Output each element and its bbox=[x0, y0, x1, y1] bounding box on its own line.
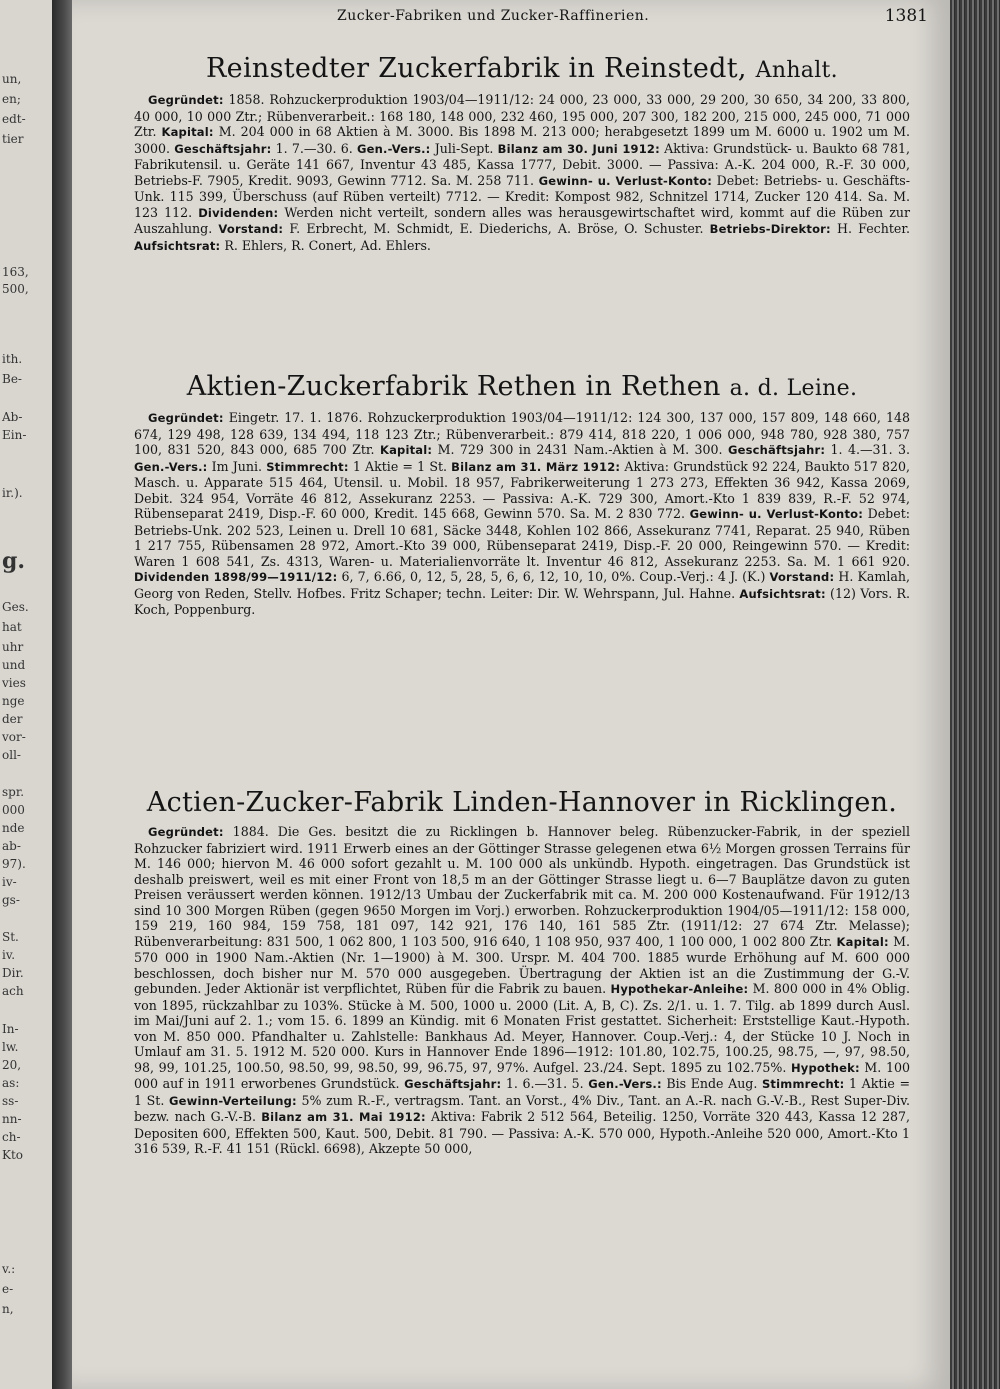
facing-page-text-fragment: ss- bbox=[2, 1094, 19, 1108]
field-label: Betriebs-Direktor: bbox=[709, 222, 831, 236]
field-text: (12) Vors. R. Koch, Poppenburg. bbox=[134, 585, 910, 617]
facing-page-text-fragment: edt- bbox=[2, 112, 26, 126]
field-text: 1858. Rohzuckerproduktion 1903/04—1911/12: 24 000, 23 000, 33 000, 29 200, 30 650, 34 200, 33 800, 40 000, 10 000 Ztr.; Rübenverarbeit.: 168 180, 148 000, 232 460, 195 000, 207 300, 182 200, 215 000, 245 000, 71 000 Ztr. bbox=[134, 92, 910, 139]
field-label: Gegründet: bbox=[148, 825, 224, 839]
facing-page-text-fragment: und bbox=[2, 658, 26, 672]
company-entry-rethen bbox=[134, 370, 910, 618]
company-entry-linden-hannover bbox=[134, 786, 910, 1157]
facing-page-text-fragment: nge bbox=[2, 694, 25, 708]
field-label: Gen.-Vers.: bbox=[357, 141, 431, 156]
field-label: Gegründet: bbox=[148, 411, 224, 425]
field-text: M. 800 000 in 4% Oblig. von 1895, rückzahlbar zu 103%. Stücke à M. 500, 1000 u. 2000 (Lit. A, B, C). Zs. 2/1. u. 1. 7. Tilg. ab 1899 durch Ausl. im Mai/Juni auf 2. 1.; vom 15. 6. 1899 an Kündig. mit 6 Monaten Frist gestattet. Sicherheit: Erststellige Kaut.-Hypoth. von M. 850 000. Pfandhalter u. Zahlstelle: Bankhaus Ad. Meyer, Hannover. Coup.-Verj.: 4, der Stücke 10 J. Noch in Umlauf am 31. 5. 1912 M. 520 000. Kurs in Hannover Ende 1896—1912: 101.80, 102.75, 100.25, 98.75, —, 97, 98.50, 98, 99, 101.25, 100.50, 98.50, 99, 98.50, 99, 96.75, 97, 97%. Aufgel. 23./24. Sept. 1895 zu 102.75%. bbox=[134, 981, 910, 1075]
facing-page-text-fragment: der bbox=[2, 712, 23, 726]
field-label: Kapital: bbox=[161, 125, 214, 139]
entry-title bbox=[134, 52, 910, 88]
facing-page-text-fragment: vor- bbox=[2, 730, 26, 744]
field-label: Kapital: bbox=[379, 443, 433, 457]
field-label: Bilanz am 31. Mai 1912: bbox=[261, 1110, 426, 1124]
facing-page-text-fragment: v.: bbox=[2, 1262, 16, 1276]
field-text: Eingetr. 17. 1. 1876. Rohzuckerproduktion 1903/04—1911/12: 124 300, 137 000, 157 809, 148 660, 148 674, 129 498, 128 639, 134 494, 118 123 Ztr.; Rübenverarbeit.: 879 414, 818 220, 1 006 000, 948 780, 928 380, 757 100, 831 520, 843 000, 685 700 Ztr. bbox=[134, 410, 910, 457]
facing-page-text-fragment: e- bbox=[2, 1282, 14, 1296]
field-label: Stimmrecht: bbox=[266, 459, 349, 474]
field-label: Bilanz am 31. März 1912: bbox=[451, 459, 621, 474]
field-text: 1. 7.—30. 6. bbox=[271, 140, 357, 156]
field-label: Hypothek: bbox=[790, 1060, 860, 1075]
field-text: 1. 4.—31. 3. bbox=[825, 442, 911, 457]
field-label: Vorstand: bbox=[769, 570, 835, 584]
field-text: M. 100 000 auf in 1911 erworbenes Grundstück. bbox=[134, 1059, 910, 1091]
field-label: Hypothekar-Anleihe: bbox=[610, 982, 749, 996]
facing-page-text-fragment: Be- bbox=[2, 372, 22, 386]
facing-page-text-fragment: n, bbox=[2, 1302, 14, 1316]
facing-page-text-fragment: ch- bbox=[2, 1130, 21, 1144]
facing-page-text-fragment: 163, bbox=[2, 265, 29, 279]
facing-page-text-fragment: lw. bbox=[2, 1040, 19, 1054]
field-label: Kapital: bbox=[836, 934, 889, 949]
field-label: Geschäftsjahr: bbox=[727, 443, 826, 457]
entry-body bbox=[134, 824, 910, 1157]
facing-page-text-fragment: 000 bbox=[2, 803, 25, 817]
field-text: Aktiva: Grundstück 92 224, Baukto 517 820, Masch. u. Apparate 515 464, Utensil. u. Mobil. 18 957, Fabrikerweiterung 1 273 273, Effekten 36 942, Kassa 2069, Debit. 324 954, Vorräte 46 812, Assekuranz 2253. — Passiva: A.-K. 729 300, Amort.-Kto 1 839 839, R.-F. 52 974, Rübenseparat 2419, Disp.-F. 60 000, Kredit. 145 668, Gewinn 570. Sa. M. 2 830 772. bbox=[134, 458, 910, 521]
facing-page-text-fragment: un, bbox=[2, 72, 22, 86]
entry-title-suffix: a. d. Leine. bbox=[729, 376, 858, 401]
field-text: 1884. Die Ges. besitzt die zu Ricklingen b. Hannover beleg. Rübenzucker-Fabrik, in der speziell Rohzucker fabriziert wird. 1911 Erwerb eines an der Göttinger Strasse gelegenen etwa 6½ Morgen grossen Terrains für M. 146 000; hiervon M. 46 000 sofort gezahlt u. M. 100 000 als unkündb. Hypoth. eingetragen. Das Grundstück ist deshalb preiswert, weil es mit einer Front von 18,5 m an der Göttinger Strasse liegt u. 6—7 Bauplätze davon zu guten Preisen veräussert werden können. 1912/13 Umbau der Zuckerfabrik mit ca. M. 200 000 Kostenaufwand. Für 1912/13 sind 10 300 Morgen Rüben (gegen 9650 Morgen im Vorj.) erworben. Rohzuckerproduktion 1904/05—1911/12: 158 000, 159 219, 160 984, 159 758, 181 097, 142 921, 176 140, 161 585 Ztr. (1911/12: 27 674 Ztr. Melasse); Rübenverarbeitung: 831 500, 1 062 800, 1 103 500, 916 640, 1 108 950, 937 400, 1 100 000, 1 002 800 Ztr. bbox=[134, 824, 910, 949]
field-text: Juli-Sept. bbox=[430, 140, 498, 156]
field-label: Aufsichtsrat: bbox=[134, 238, 221, 253]
facing-page-text-fragment: ab- bbox=[2, 839, 21, 853]
field-text: Bis Ende Aug. bbox=[661, 1076, 762, 1091]
field-label: Gen.-Vers.: bbox=[588, 1077, 662, 1091]
field-text: Werden nicht verteilt, sondern alles was herausgewirtschaftet wird, kommt auf die Rüben zur Auszahlung. bbox=[134, 204, 910, 236]
facing-page-text-fragment: ith. bbox=[2, 352, 23, 366]
entry-body bbox=[134, 92, 910, 254]
facing-page-text-fragment: uhr bbox=[2, 640, 24, 654]
field-label: Vorstand: bbox=[218, 222, 284, 236]
facing-page-text-fragment: ir.). bbox=[2, 486, 23, 500]
entry-title bbox=[134, 370, 910, 406]
facing-page-text-fragment: Ein- bbox=[2, 428, 27, 442]
entry-title-main: Aktien-Zuckerfabrik Rethen in Rethen bbox=[186, 371, 721, 402]
field-text: Debet: Betriebs-Unk. 202 523, Leinen u. Drell 10 681, Säcke 3448, Kohlen 102 866, Assekuranz 7741, Reparat. 25 940, Rüben 1 217 755, Rübensamen 28 972, Amort.-Kto 39 000, Rübenseparat 2419, Disp.-F. 20 000, Reingewinn 570. — Kredit: Waren 1 608 541, Zs. 4313, Waren- u. Materialienvorräte lt. Inventur 46 812, Assekuranz 2253. Sa. M. 1 661 920. bbox=[134, 506, 910, 569]
field-label: Gewinn- u. Verlust-Konto: bbox=[689, 507, 864, 521]
entry-title-main: Reinstedter Zuckerfabrik in Reinstedt, bbox=[206, 53, 747, 84]
book-gutter bbox=[52, 0, 72, 1389]
field-label: Gewinn-Verteilung: bbox=[169, 1093, 297, 1108]
field-text: Aktiva: Fabrik 2 512 564, Beteilig. 1250, Vorräte 320 443, Kassa 12 287, Depositen 600, Effekten 500, Kaut. 500, Debit. 81 790. — Passiva: A.-K. 570 000, Hypoth.-Anleihe 520 000, Amort.-Kto 1 316 539, R.-F. 41 151 (Rückl. 6698), Akzepte 50 000, bbox=[134, 1109, 910, 1156]
field-label: Aufsichtsrat: bbox=[739, 586, 826, 601]
field-text: 6, 7, 6.66, 0, 12, 5, 28, 5, 6, 6, 12, 10, 10, 0%. Coup.-Verj.: 4 J. (K.) bbox=[337, 569, 770, 584]
entry-body bbox=[134, 410, 910, 618]
company-entry-reinstedt bbox=[134, 52, 910, 254]
facing-page-text-fragment: iv- bbox=[2, 875, 17, 889]
facing-page-text-fragment: Kto bbox=[2, 1148, 24, 1162]
field-text: M. 570 000 in 1900 Nam.-Aktien (Nr. 1—1900) à M. 300. Urspr. M. 404 700. 1885 wurde Erhöhung auf M. 600 000 beschlossen, doch bisher nur M. 570 000 ausgegeben. Übertragung der Aktien ist an die Zustimmung der G.-V. gebunden. Jeder Aktionär ist verpflichtet, Rüben für die Fabrik zu bauen. bbox=[134, 933, 910, 996]
field-text: Aktiva: Grundstück- u. Baukto 68 781, Fabrikutensil. u. Geräte 141 667, Inventur 43 485, Kassa 1777, Debit. 3000. — Passiva: A.-K. 204 000, R.-F. 30 000, Betriebs-F. 7905, Kredit. 9093, Gewinn 7712. Sa. M. 258 711. bbox=[134, 140, 911, 188]
facing-page-text-fragment: Dir. bbox=[2, 966, 24, 980]
facing-page-text-fragment: gs- bbox=[2, 893, 20, 907]
entry-title-suffix: Anhalt. bbox=[755, 58, 838, 83]
field-text: 1 Aktie = 1 St. bbox=[348, 458, 452, 474]
facing-page-text-fragment: 97). bbox=[2, 857, 26, 871]
facing-page-text-fragment: nde bbox=[2, 821, 25, 835]
field-text: 1 Aktie = 1 St. bbox=[134, 1076, 911, 1108]
facing-page-text-fragment: g. bbox=[2, 548, 26, 574]
field-label: Stimmrecht: bbox=[761, 1077, 845, 1091]
facing-page-text-fragment: nn- bbox=[2, 1112, 22, 1126]
field-label: Dividenden 1898/99—1911/12: bbox=[134, 570, 338, 584]
facing-page-text-fragment: oll- bbox=[2, 748, 21, 762]
running-head-title: Zucker-Fabriken und Zucker-Raffinerien. bbox=[337, 8, 650, 24]
field-text: 5% zum R.-F., vertragsm. Tant. an Vorst., 4% Div., Tant. an A.-R. nach G.-V.-B., Rest Super-Div. bezw. nach G.-V.-B. bbox=[134, 1092, 910, 1124]
adjacent-page-fragment bbox=[0, 0, 52, 1389]
facing-page-text-fragment: tier bbox=[2, 132, 24, 146]
facing-page-text-fragment: ach bbox=[2, 984, 24, 998]
field-label: Dividenden: bbox=[198, 205, 279, 220]
facing-page-text-fragment: Ges. bbox=[2, 600, 29, 614]
facing-page-text-fragment: 20, bbox=[2, 1058, 22, 1072]
page-number: 1381 bbox=[884, 6, 928, 26]
field-text: Im Juni. bbox=[207, 458, 267, 474]
page-stack-edge bbox=[950, 0, 1000, 1389]
facing-page-text-fragment: 500, bbox=[2, 282, 29, 296]
facing-page-text-fragment: hat bbox=[2, 620, 22, 634]
entry-title-main: Actien-Zucker-Fabrik Linden-Hannover in Ricklingen. bbox=[146, 787, 898, 818]
field-text: M. 204 000 in 68 Aktien à M. 3000. Bis 1898 M. 213 000; herabgesetzt 1899 um M. 6000 u. 1902 um M. 3000. bbox=[134, 124, 910, 156]
field-text: Debet: Betriebs- u. Geschäfts-Unk. 115 399, Überschuss (auf Rüben verteilt) 7712. — Kredit: Kompost 982, Schnitzel 1714, Zucker 120 414. Sa. M. 123 112. bbox=[134, 172, 911, 220]
facing-page-text-fragment: as: bbox=[2, 1076, 20, 1090]
field-label: Geschäftsjahr: bbox=[174, 141, 272, 156]
field-text: 1. 6.—31. 5. bbox=[501, 1076, 589, 1091]
facing-page-text-fragment: St. bbox=[2, 930, 19, 944]
entry-title bbox=[134, 786, 910, 820]
book-page bbox=[72, 0, 950, 1389]
running-head bbox=[72, 6, 950, 28]
facing-page-text-fragment: en; bbox=[2, 92, 21, 106]
field-text: H. Fechter. bbox=[830, 221, 911, 236]
field-label: Gen.-Vers.: bbox=[134, 459, 208, 474]
field-text: M. 729 300 in 2431 Nam.-Aktien à M. 300. bbox=[432, 442, 728, 457]
facing-page-text-fragment: Ab- bbox=[2, 410, 23, 424]
field-label: Gegründet: bbox=[148, 93, 224, 107]
field-label: Geschäftsjahr: bbox=[404, 1077, 502, 1091]
field-label: Gewinn- u. Verlust-Konto: bbox=[538, 173, 713, 188]
field-text: F. Erbrecht, M. Schmidt, E. Diederichs, A. Bröse, O. Schuster. bbox=[283, 221, 710, 236]
facing-page-text-fragment: vies bbox=[2, 676, 26, 690]
facing-page-text-fragment: iv. bbox=[2, 948, 16, 962]
field-label: Bilanz am 30. Juni 1912: bbox=[497, 141, 660, 156]
field-text: H. Kamlah, Georg von Reden, Stellv. Hofbes. Fritz Schaper; techn. Leiter: Dir. W. Wehrspann, Jul. Hahne. bbox=[134, 569, 910, 601]
field-text: R. Ehlers, R. Conert, Ad. Ehlers. bbox=[220, 237, 431, 253]
facing-page-text-fragment: spr. bbox=[2, 785, 25, 799]
facing-page-text-fragment: In- bbox=[2, 1022, 19, 1036]
